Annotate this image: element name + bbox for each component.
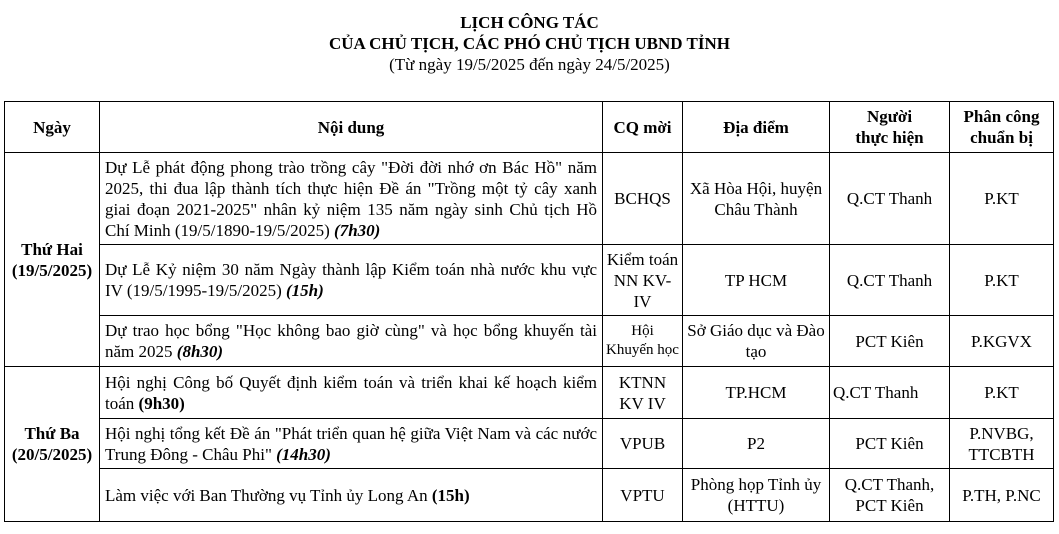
content-text: Dự Lễ Kỷ niệm 30 năm Ngày thành lập Kiểm toán nhà nước khu vực IV (19/5/1995-19/5/2025) [105, 260, 597, 300]
content-time: (7h30) [334, 220, 381, 240]
header-performer-l2: thực hiện [855, 128, 924, 147]
location-cell: Sở Giáo dục và Đào tạo [683, 316, 830, 367]
content-cell [100, 419, 603, 469]
inviter-cell: VPTU [603, 469, 683, 522]
table-row [5, 153, 1054, 245]
inviter-cell: Kiểm toán NN KV-IV [603, 245, 683, 316]
table-header-row [5, 102, 1054, 153]
header-content: Nội dung [100, 102, 603, 153]
header-inviter: CQ mời [603, 102, 683, 153]
table-row [5, 419, 1054, 469]
performer-cell: Q.CT Thanh, PCT Kiên [830, 469, 950, 522]
performer-cell: PCT Kiên [830, 316, 950, 367]
location-cell: Phòng họp Tỉnh ủy (HTTU) [683, 469, 830, 522]
header-day: Ngày [5, 102, 100, 153]
location-cell: TP.HCM [683, 367, 830, 419]
content-text: Dự trao học bổng "Học không bao giờ cùng" và học bổng khuyến tài năm 2025 [105, 321, 597, 361]
performer-cell: Q.CT Thanh [830, 153, 950, 245]
performer-cell: PCT Kiên [830, 419, 950, 469]
day-date: (20/5/2025) [11, 445, 93, 464]
content-text: Hội nghị tổng kết Đề án "Phát triển quan hệ giữa Việt Nam và các nước Trung Đông - Châu Phi" [105, 423, 597, 464]
header-prepare-l1: Phân công [963, 107, 1040, 126]
header-performer-l1: Người [866, 107, 913, 126]
table-row [5, 367, 1054, 419]
content-time: (14h30) [276, 444, 331, 464]
title-date-range: (Từ ngày 19/5/2025 đến ngày 24/5/2025) [389, 55, 670, 74]
content-text: Hội nghị Công bố Quyết định kiểm toán và triển khai kế hoạch kiểm toán [105, 372, 597, 413]
content-time: (15h) [286, 281, 324, 300]
day-cell-monday [5, 153, 100, 367]
table-row [5, 245, 1054, 316]
header-performer [830, 102, 950, 153]
title-line-2: CỦA CHỦ TỊCH, CÁC PHÓ CHỦ TỊCH UBND TỈNH [329, 34, 730, 53]
day-name: Thứ Ba [24, 424, 80, 443]
day-cell-tuesday [5, 367, 100, 522]
content-time: (8h30) [176, 342, 224, 361]
header-location: Địa điểm [683, 102, 830, 153]
content-time: (15h) [431, 485, 470, 505]
location-cell: P2 [683, 419, 830, 469]
day-date: (19/5/2025) [11, 260, 93, 280]
inviter-cell: Hội Khuyến học [603, 316, 683, 367]
schedule-table [4, 101, 1054, 522]
prepare-cell: P.NVBG, TTCBTH [950, 419, 1054, 469]
prepare-cell: P.KT [950, 153, 1054, 245]
prepare-cell: P.TH, P.NC [950, 469, 1054, 522]
inviter-cell: BCHQS [603, 153, 683, 245]
content-cell [100, 245, 603, 316]
prepare-cell: P.KGVX [950, 316, 1054, 367]
document-header [0, 0, 1059, 75]
location-cell: TP HCM [683, 245, 830, 316]
content-text: Dự Lễ phát động phong trào trồng cây "Đời đời nhớ ơn Bác Hồ" năm 2025, thi đua lập thành tích thực hiện Đề án "Trồng một tỷ cây xanh giai đoạn 2021-2025" nhân kỷ niệm 135 năm ngày sinh Chủ tịch Hồ Chí Minh (19/5/1890-19/5/2025) [105, 157, 597, 240]
content-time: (9h30) [138, 393, 185, 413]
prepare-cell: P.KT [950, 367, 1054, 419]
day-name: Thứ Hai [21, 239, 83, 259]
location-cell: Xã Hòa Hội, huyện Châu Thành [683, 153, 830, 245]
performer-cell: Q.CT Thanh [830, 367, 950, 419]
header-prepare-l2: chuẩn bị [970, 128, 1033, 147]
content-cell [100, 153, 603, 245]
title-line-1: LỊCH CÔNG TÁC [460, 13, 599, 32]
inviter-cell: VPUB [603, 419, 683, 469]
content-text: Làm việc với Ban Thường vụ Tỉnh ủy Long An [105, 485, 432, 505]
performer-cell: Q.CT Thanh [830, 245, 950, 316]
prepare-cell: P.KT [950, 245, 1054, 316]
table-row [5, 469, 1054, 522]
content-cell [100, 367, 603, 419]
table-row [5, 316, 1054, 367]
content-cell [100, 316, 603, 367]
header-prepare [950, 102, 1054, 153]
content-cell [100, 469, 603, 522]
inviter-cell: KTNN KV IV [603, 367, 683, 419]
